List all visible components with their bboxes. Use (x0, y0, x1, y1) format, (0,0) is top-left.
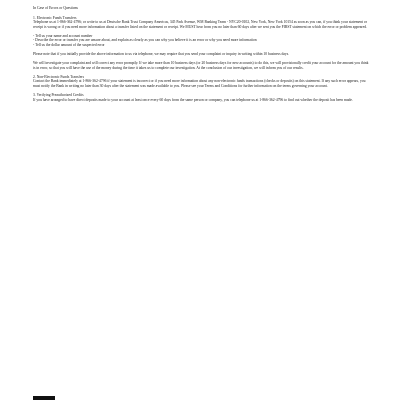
section-paragraph: Contact the Bank immediately at 1-866-362-4796 if your statement is incorrect or if you need more information about any non-electronic funds transactions (checks or deposits) on this statement. If any such error appears, you must notify the Bank in writing no later than 30 days after the statement was made available to you. Please see your Terms and Conditions for further information on the terms governing your account. (33, 79, 366, 88)
section-paragraph: We will investigate your complaint and will correct any error promptly. If we take more than 10 business days (or 20 business days for new accounts) to do this, we will provisionally credit your account for the amount you think is in error, so that you will have the use of the money during the time it takes us to complete our investigation. At the conclusion of our investigation, we will inform you of our results. (33, 61, 369, 70)
section-non-electronic-funds-transfers (33, 75, 369, 89)
information-list (33, 34, 369, 48)
section-paragraph: Telephone us at 1-866-362-4796; or write to us at Deutsche Bank Trust Company Americas, 345 Park Avenue, WM Banking Team - NYC20-0102, New York, New York 10154 as soon as you can, if you think your statement or receipt is wrong or if you need more information about a transfer listed on the statement or receipt. We MUST hear from you no later than 60 days after we sent you the FIRST statement on which the error or problem appeared. (33, 20, 368, 29)
section-heading: 3. Verifying Preauthorized Credits (33, 93, 84, 98)
document-page (33, 6, 369, 107)
section-paragraph: If you have arranged to have direct deposits made to your account at least once every 60 days from the same person or company, you can telephone us at 1-866-362-4796 to find out whether the deposit has been made. (33, 97, 353, 102)
section-heading: 1. Electronic Funds Transfers (33, 15, 77, 20)
section-heading: 2. Non-Electronic Funds Transfers (33, 74, 85, 79)
section-paragraph: Please note that if you initially provide the above information to us via telephone, we may require that you send your complaint or inquiry in writing within 10 business days. (33, 52, 290, 57)
document-title: In Case of Errors or Questions (33, 6, 78, 10)
section-electronic-funds-transfers (33, 16, 369, 71)
footer-bar (33, 396, 55, 400)
list-item: - Tell us the dollar amount of the suspected error (33, 42, 105, 47)
list-item: - Tell us your name and account number (33, 33, 93, 38)
list-item: - Describe the error or transfer you are unsure about, and explain as clearly as you can why you believe it is an error or why you need more information (33, 38, 257, 43)
section-verifying-preauthorized-credits (33, 93, 369, 102)
